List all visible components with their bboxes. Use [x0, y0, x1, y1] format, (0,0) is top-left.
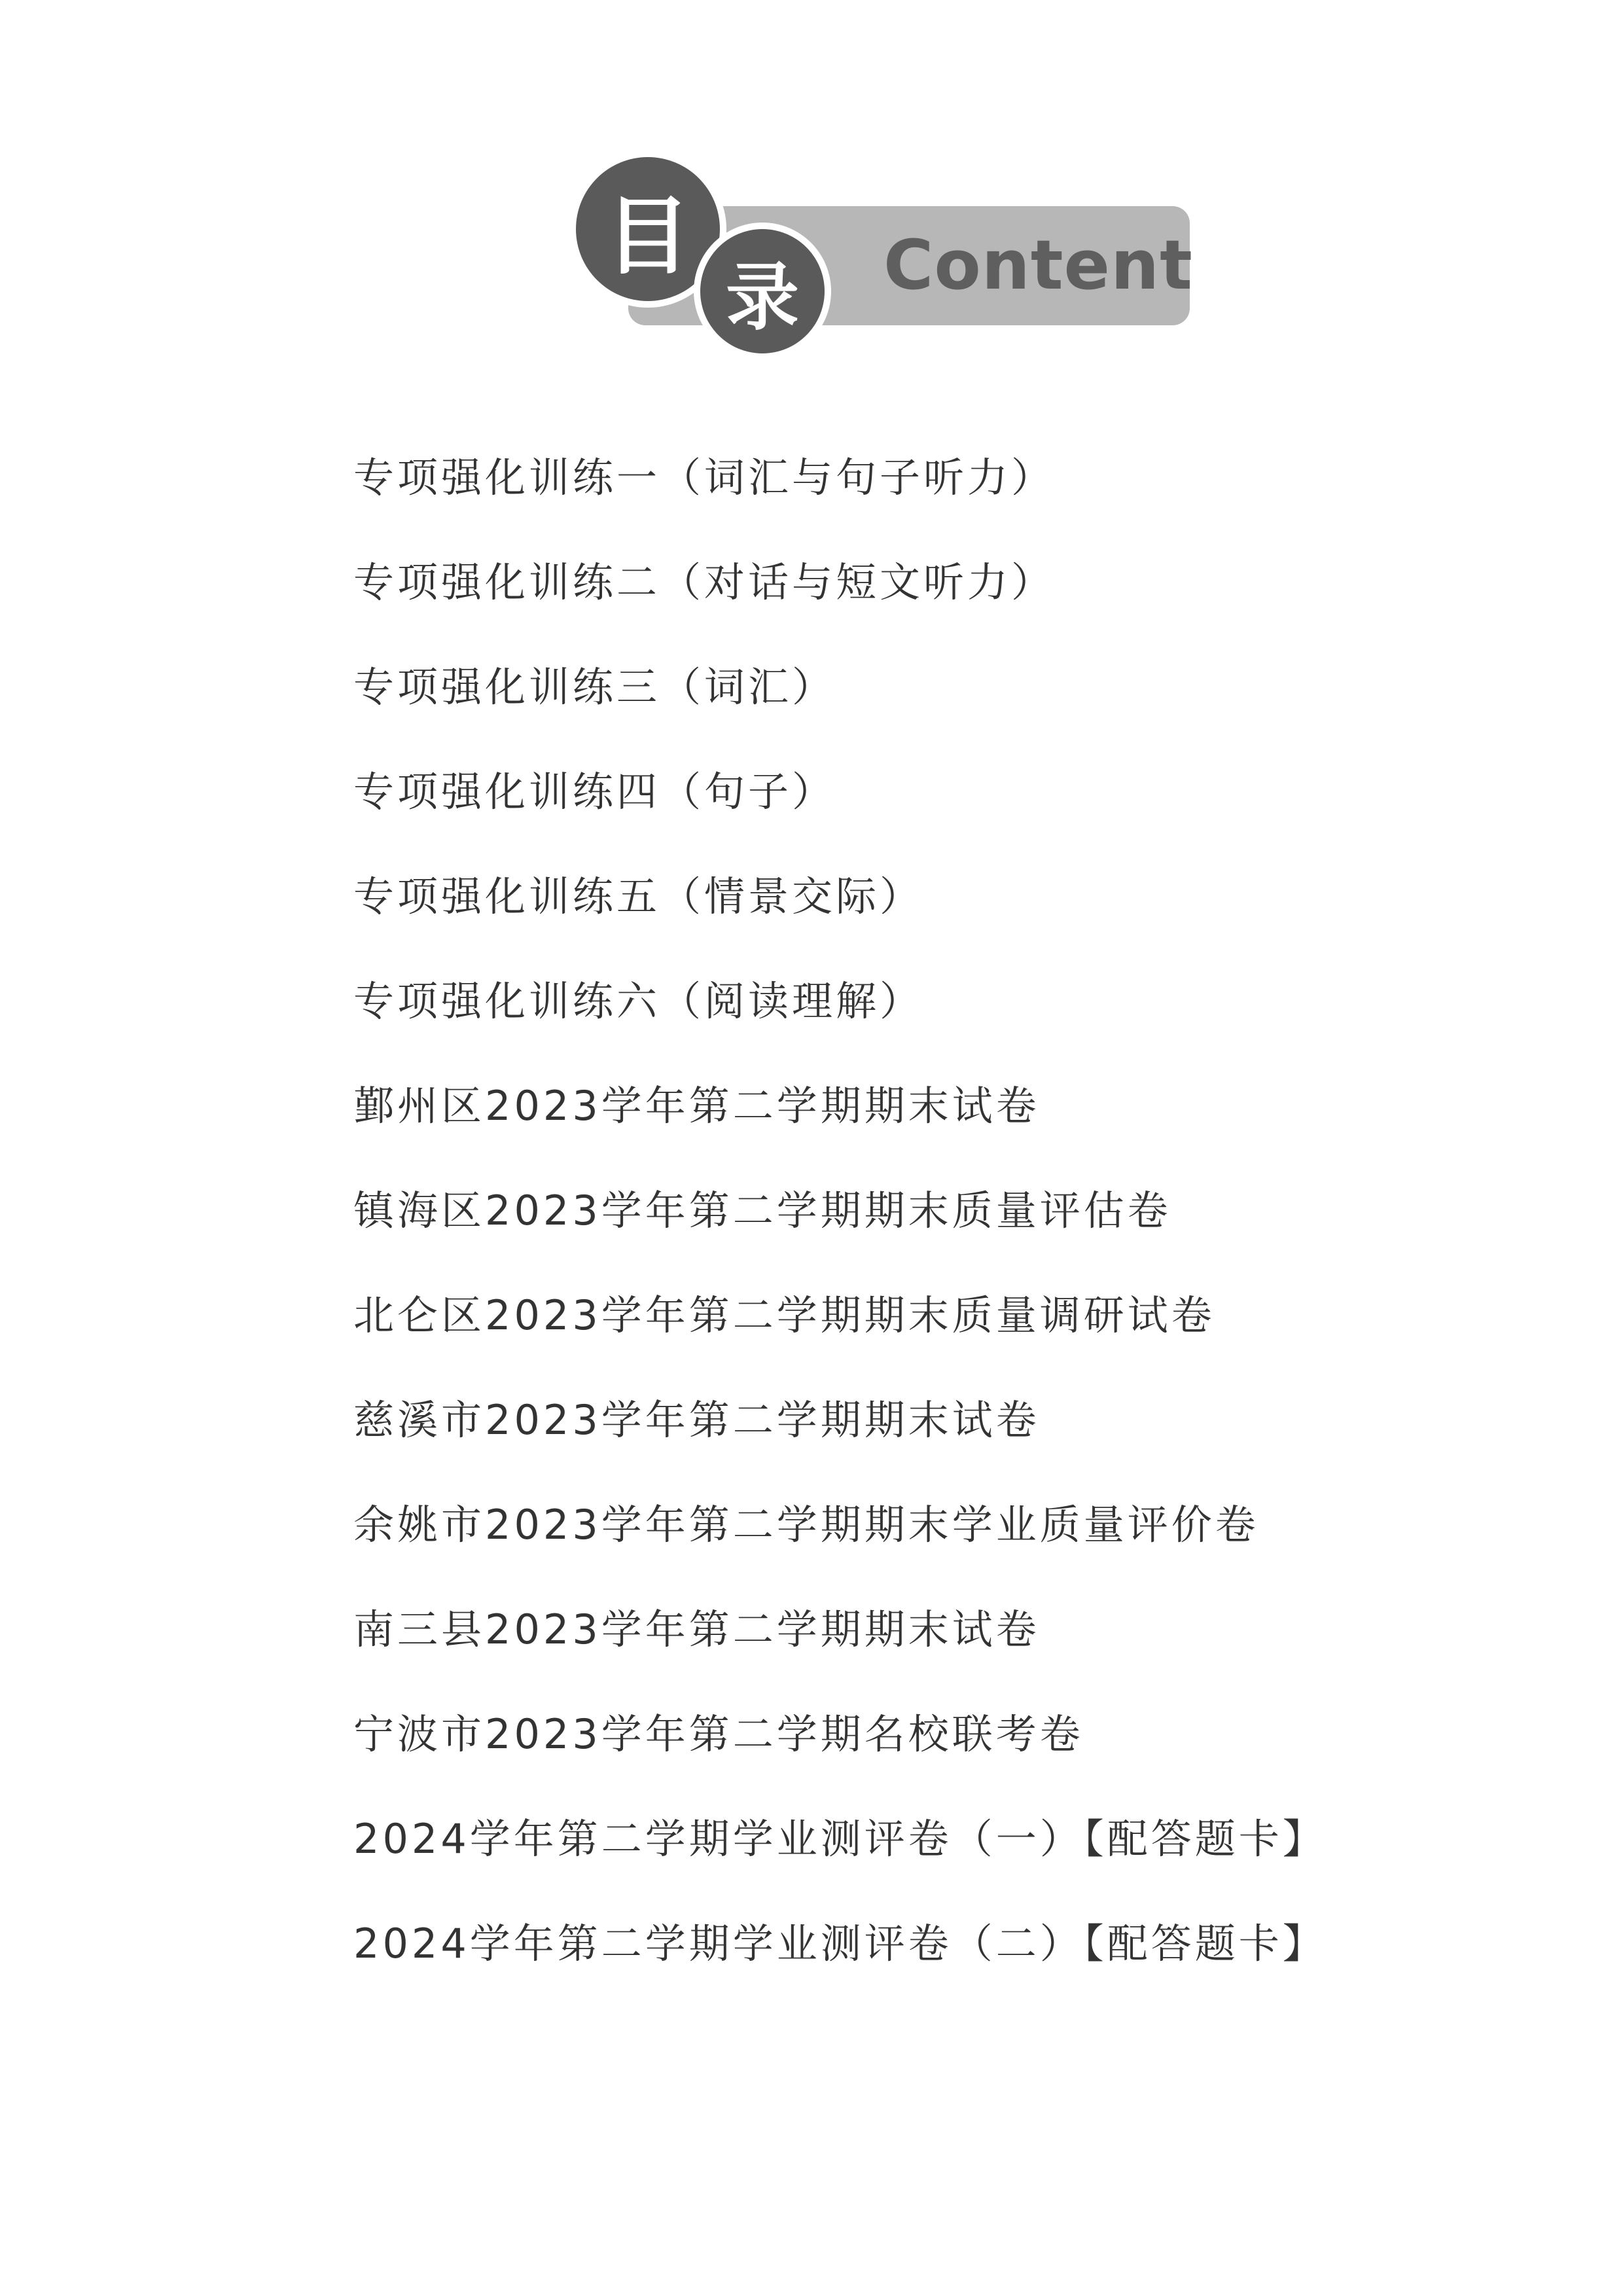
toc-item: 余姚市2023学年第二学期期末学业质量评价卷 — [353, 1501, 1259, 1549]
toc-item: 北仑区2023学年第二学期期末质量调研试卷 — [353, 1291, 1215, 1339]
toc-item: 2024学年第二学期学业测评卷（二）【配答题卡】 — [353, 1920, 1327, 1967]
header-char-circle-1: 目 — [576, 157, 720, 301]
toc-item: 慈溪市2023学年第二学期期末试卷 — [353, 1396, 1040, 1444]
toc-item: 专项强化训练二（对话与短文听力） — [353, 558, 1056, 606]
toc-item: 宁波市2023学年第二学期名校联考卷 — [353, 1710, 1084, 1758]
toc-item: 专项强化训练三（词汇） — [353, 663, 836, 711]
header-char-circle-2: 录 — [700, 229, 825, 353]
toc-item: 鄞州区2023学年第二学期期末试卷 — [353, 1082, 1040, 1130]
table-of-contents — [353, 425, 1327, 1996]
toc-item: 专项强化训练五（情景交际） — [353, 872, 924, 920]
toc-item: 镇海区2023学年第二学期期末质量评估卷 — [353, 1187, 1171, 1234]
toc-item: 专项强化训练六（阅读理解） — [353, 977, 924, 1025]
toc-item: 2024学年第二学期学业测评卷（一）【配答题卡】 — [353, 1815, 1327, 1863]
toc-item: 专项强化训练四（句子） — [353, 768, 836, 816]
header-english-title: Content — [883, 225, 1193, 305]
toc-header — [576, 157, 1191, 353]
toc-item: 专项强化训练一（词汇与句子听力） — [353, 454, 1056, 501]
toc-item: 南三县2023学年第二学期期末试卷 — [353, 1605, 1040, 1653]
